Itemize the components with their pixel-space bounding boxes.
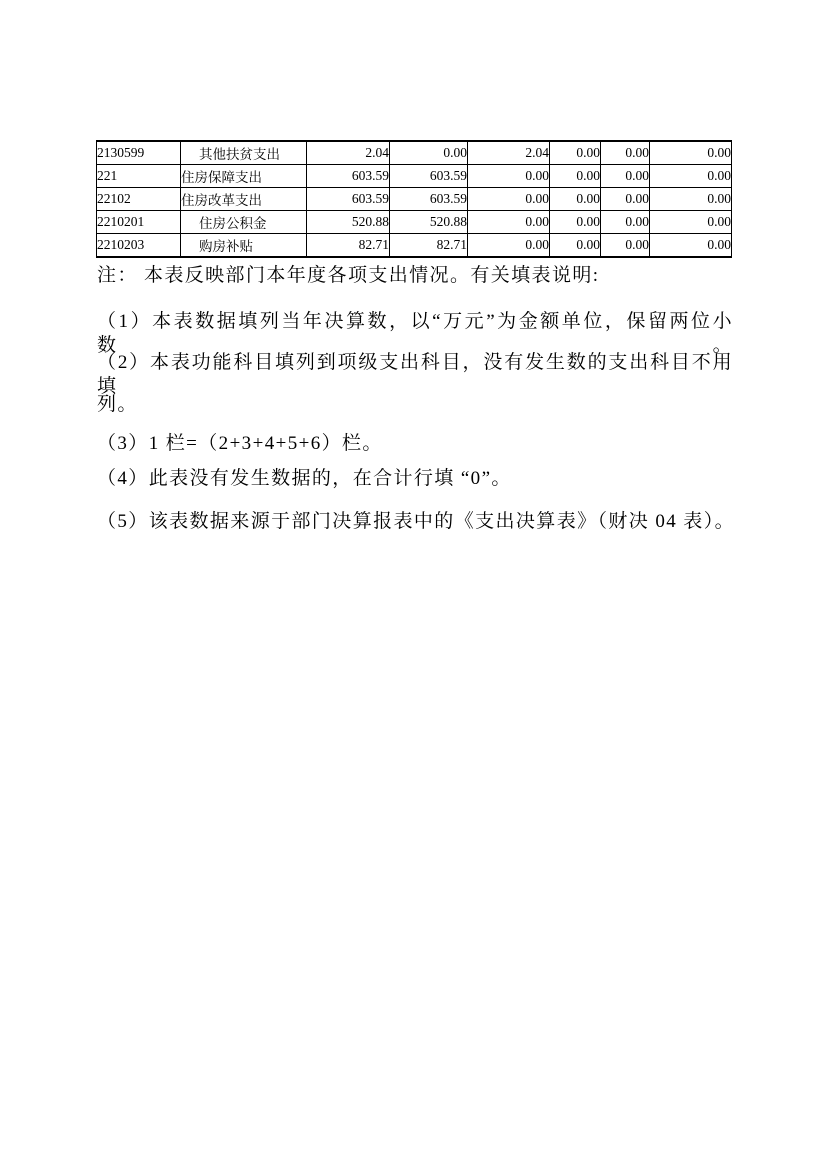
value-cell: 0.00	[650, 165, 732, 188]
value-cell: 0.00	[650, 141, 732, 165]
value-cell: 520.88	[307, 211, 390, 234]
value-cell: 2.04	[307, 141, 390, 165]
table-row	[97, 141, 732, 165]
value-cell: 0.00	[468, 234, 550, 258]
value-cell: 0.00	[601, 188, 650, 211]
value-cell: 0.00	[650, 234, 732, 258]
table-row	[97, 188, 732, 211]
value-cell: 520.88	[390, 211, 468, 234]
budget-code: 221	[97, 165, 181, 188]
value-cell: 0.00	[550, 165, 601, 188]
budget-code: 2130599	[97, 141, 181, 165]
value-cell: 0.00	[601, 141, 650, 165]
value-cell: 603.59	[307, 165, 390, 188]
budget-code: 2210201	[97, 211, 181, 234]
table-row	[97, 211, 732, 234]
table-row	[97, 165, 732, 188]
budget-code: 2210203	[97, 234, 181, 258]
value-cell: 0.00	[601, 234, 650, 258]
budget-code: 22102	[97, 188, 181, 211]
value-cell: 82.71	[390, 234, 468, 258]
note-line: （2）本表功能科目填列到项级支出科目，没有发生数的支出科目不用填	[97, 352, 733, 397]
value-cell: 0.00	[601, 211, 650, 234]
value-cell: 603.59	[390, 188, 468, 211]
value-cell: 0.00	[390, 141, 468, 165]
value-cell: 0.00	[601, 165, 650, 188]
note-line: （5）该表数据来源于部门决算报表中的《支出决算表》（财决 04 表）。	[97, 511, 736, 532]
value-cell: 0.00	[550, 234, 601, 258]
note-line: （1）本表数据填列当年决算数，以“万元”为金额单位，保留两位小数。	[97, 311, 733, 356]
value-cell: 603.59	[390, 165, 468, 188]
value-cell: 0.00	[468, 165, 550, 188]
value-cell: 603.59	[307, 188, 390, 211]
value-cell: 0.00	[650, 188, 732, 211]
value-cell: 0.00	[468, 188, 550, 211]
note-line: 注： 本表反映部门本年度各项支出情况。有关填表说明:	[97, 265, 600, 286]
value-cell: 0.00	[650, 211, 732, 234]
note-line: （3）1 栏=（2+3+4+5+6）栏。	[97, 433, 383, 454]
budget-item-name: 其他扶贫支出	[181, 141, 307, 165]
value-cell: 2.04	[468, 141, 550, 165]
value-cell: 0.00	[550, 188, 601, 211]
value-cell: 0.00	[468, 211, 550, 234]
value-cell: 0.00	[550, 141, 601, 165]
value-cell: 0.00	[550, 211, 601, 234]
budget-item-name: 住房保障支出	[181, 165, 307, 188]
expenditure-continuation-table	[96, 140, 732, 258]
budget-item-name: 购房补贴	[181, 234, 307, 258]
note-line: 列。	[97, 394, 138, 415]
note-line: （4）此表没有发生数据的，在合计行填 “0”。	[97, 468, 512, 489]
budget-item-name: 住房公积金	[181, 211, 307, 234]
value-cell: 82.71	[307, 234, 390, 258]
table-row	[97, 234, 732, 258]
budget-item-name: 住房改革支出	[181, 188, 307, 211]
